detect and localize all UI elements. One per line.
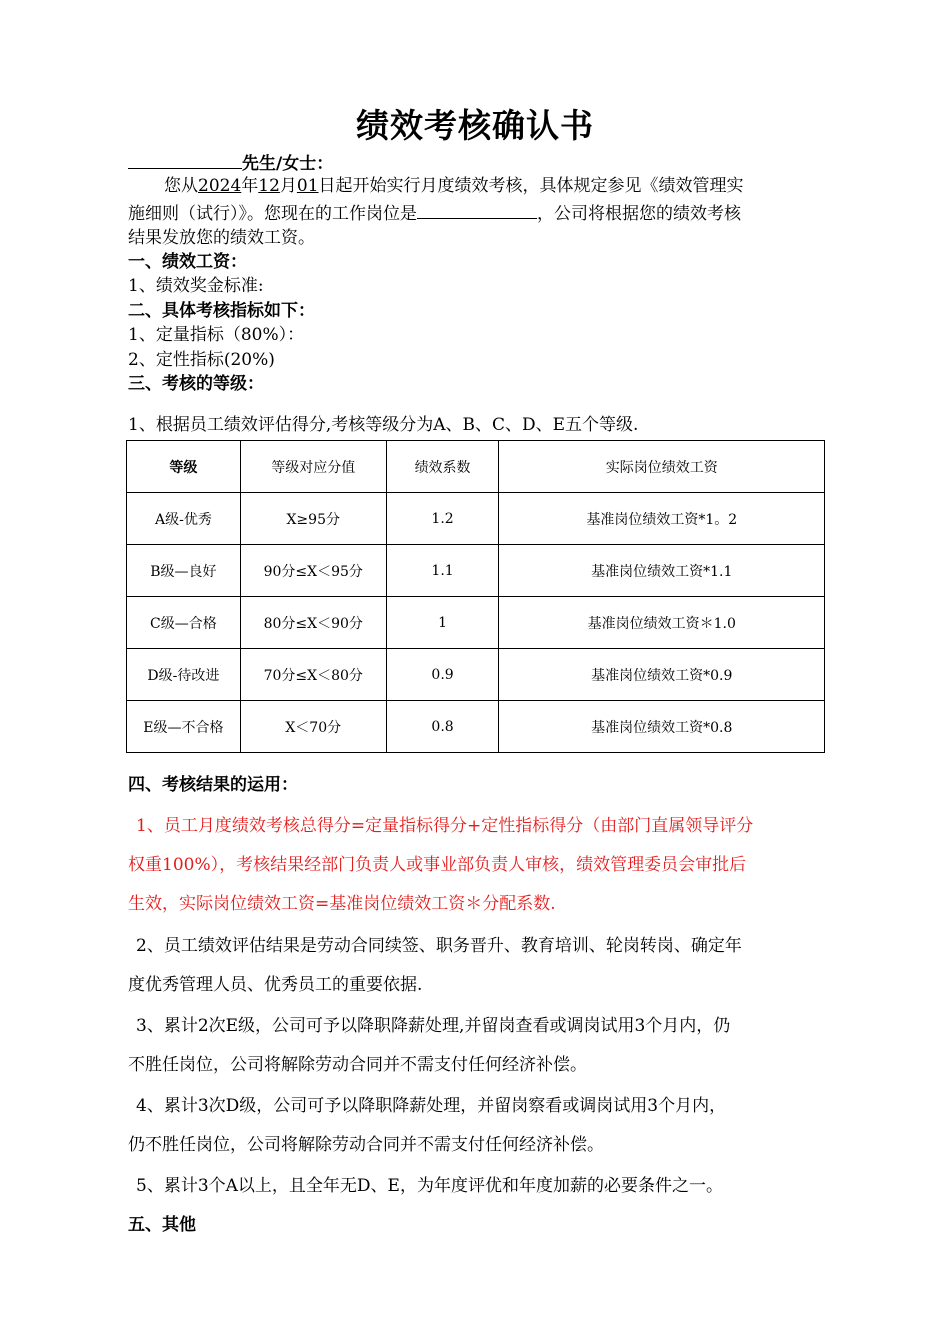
usage-item-4-line-1: 4、累计3次D级，公司可予以降职降薪处理，并留岗察看或调岗试用3个月内， xyxy=(136,1096,727,1116)
table-cell: 1.1 xyxy=(386,545,499,597)
table-header: 等级对应分值 xyxy=(240,441,386,493)
section-5-heading: 五、其他 xyxy=(128,1215,196,1235)
table-row xyxy=(127,545,825,597)
section-3-heading: 三、考核的等级： xyxy=(128,374,264,394)
section-1-item-1: 1、绩效奖金标准: xyxy=(128,276,264,296)
table-header: 等级 xyxy=(127,441,241,493)
table-cell: 90分≤X＜95分 xyxy=(240,545,386,597)
table-cell: E级—不合格 xyxy=(127,701,241,753)
salutation-line xyxy=(128,150,333,176)
table-header: 绩效系数 xyxy=(386,441,499,493)
table-cell: 基准岗位绩效工资*0.9 xyxy=(499,649,825,701)
table-cell: 0.9 xyxy=(386,649,499,701)
section-2-item-2: 2、定性指标(20%) xyxy=(128,350,275,370)
table-cell: 80分≤X＜90分 xyxy=(240,597,386,649)
intro-line-3: 结果发放您的绩效工资。 xyxy=(128,228,315,248)
table-cell: X＜70分 xyxy=(240,701,386,753)
usage-item-1-line-1: 1、员工月度绩效考核总得分=定量指标得分+定性指标得分（由部门直属领导评分 xyxy=(136,816,754,836)
table-header: 实际岗位绩效工资 xyxy=(499,441,825,493)
usage-item-3-line-2: 不胜任岗位，公司将解除劳动合同并不需支付任何经济补偿。 xyxy=(128,1055,587,1075)
start-month: 12 xyxy=(258,176,280,196)
table-cell: 0.8 xyxy=(386,701,499,753)
table-row xyxy=(127,597,825,649)
table-cell: 70分≤X＜80分 xyxy=(240,649,386,701)
usage-item-2-line-1: 2、员工绩效评估结果是劳动合同续签、职务晋升、教育培训、轮岗转岗、确定年 xyxy=(136,936,742,956)
grade-table xyxy=(126,440,825,753)
section-1-heading: 一、绩效工资： xyxy=(128,252,247,272)
salutation: 先生/女士： xyxy=(242,154,334,174)
table-cell: D级-待改进 xyxy=(127,649,241,701)
table-cell: 基准岗位绩效工资*1.1 xyxy=(499,545,825,597)
document-title: 绩效考核确认书 xyxy=(356,106,594,145)
table-cell: A级-优秀 xyxy=(127,493,241,545)
name-blank[interactable] xyxy=(128,150,242,169)
section-2-item-1: 1、定量指标（80%）： xyxy=(128,325,305,345)
start-year: 2024 xyxy=(198,176,242,196)
start-day: 01 xyxy=(296,176,319,196)
section-4-heading: 四、考核结果的运用： xyxy=(128,775,298,795)
table-row xyxy=(127,649,825,701)
table-cell: 基准岗位绩效工资*1。2 xyxy=(499,493,825,545)
table-cell: 基准岗位绩效工资*0.8 xyxy=(499,701,825,753)
table-cell: X≥95分 xyxy=(240,493,386,545)
usage-item-1-line-3: 生效，实际岗位绩效工资=基准岗位绩效工资＊分配系数. xyxy=(128,894,556,914)
section-3-item-1: 1、根据员工绩效评估得分,考核等级分为A、B、C、D、E五个等级. xyxy=(128,415,639,435)
table-cell: B级—良好 xyxy=(127,545,241,597)
table-row xyxy=(127,701,825,753)
table-cell: C级—合格 xyxy=(127,597,241,649)
usage-item-5-line-1: 5、累计3个A以上，且全年无D、E，为年度评优和年度加薪的必要条件之一。 xyxy=(136,1176,723,1196)
table-cell: 1.2 xyxy=(386,493,499,545)
table-header-row xyxy=(127,441,825,493)
usage-item-4-line-2: 仍不胜任岗位，公司将解除劳动合同并不需支付任何经济补偿。 xyxy=(128,1135,604,1155)
intro-line-2: 施细则（试行）》。您现在的工作岗位是 ，公司将根据您的绩效考核 xyxy=(128,200,741,226)
table-cell: 基准岗位绩效工资＊1.0 xyxy=(499,597,825,649)
intro-line-1: 您从2024年12月01日起开始实行月度绩效考核，具体规定参见《绩效管理实 xyxy=(164,176,744,196)
usage-item-3-line-1: 3、累计2次E级，公司可予以降职降薪处理,并留岗查看或调岗试用3个月内，仍 xyxy=(136,1016,731,1036)
usage-item-1-line-2: 权重100%），考核结果经部门负责人或事业部负责人审核，绩效管理委员会审批后 xyxy=(128,855,747,875)
table-row xyxy=(127,493,825,545)
table-cell: 1 xyxy=(386,597,499,649)
position-blank[interactable] xyxy=(417,200,537,219)
usage-item-2-line-2: 度优秀管理人员、优秀员工的重要依据. xyxy=(128,975,423,995)
section-2-heading: 二、具体考核指标如下： xyxy=(128,301,315,321)
